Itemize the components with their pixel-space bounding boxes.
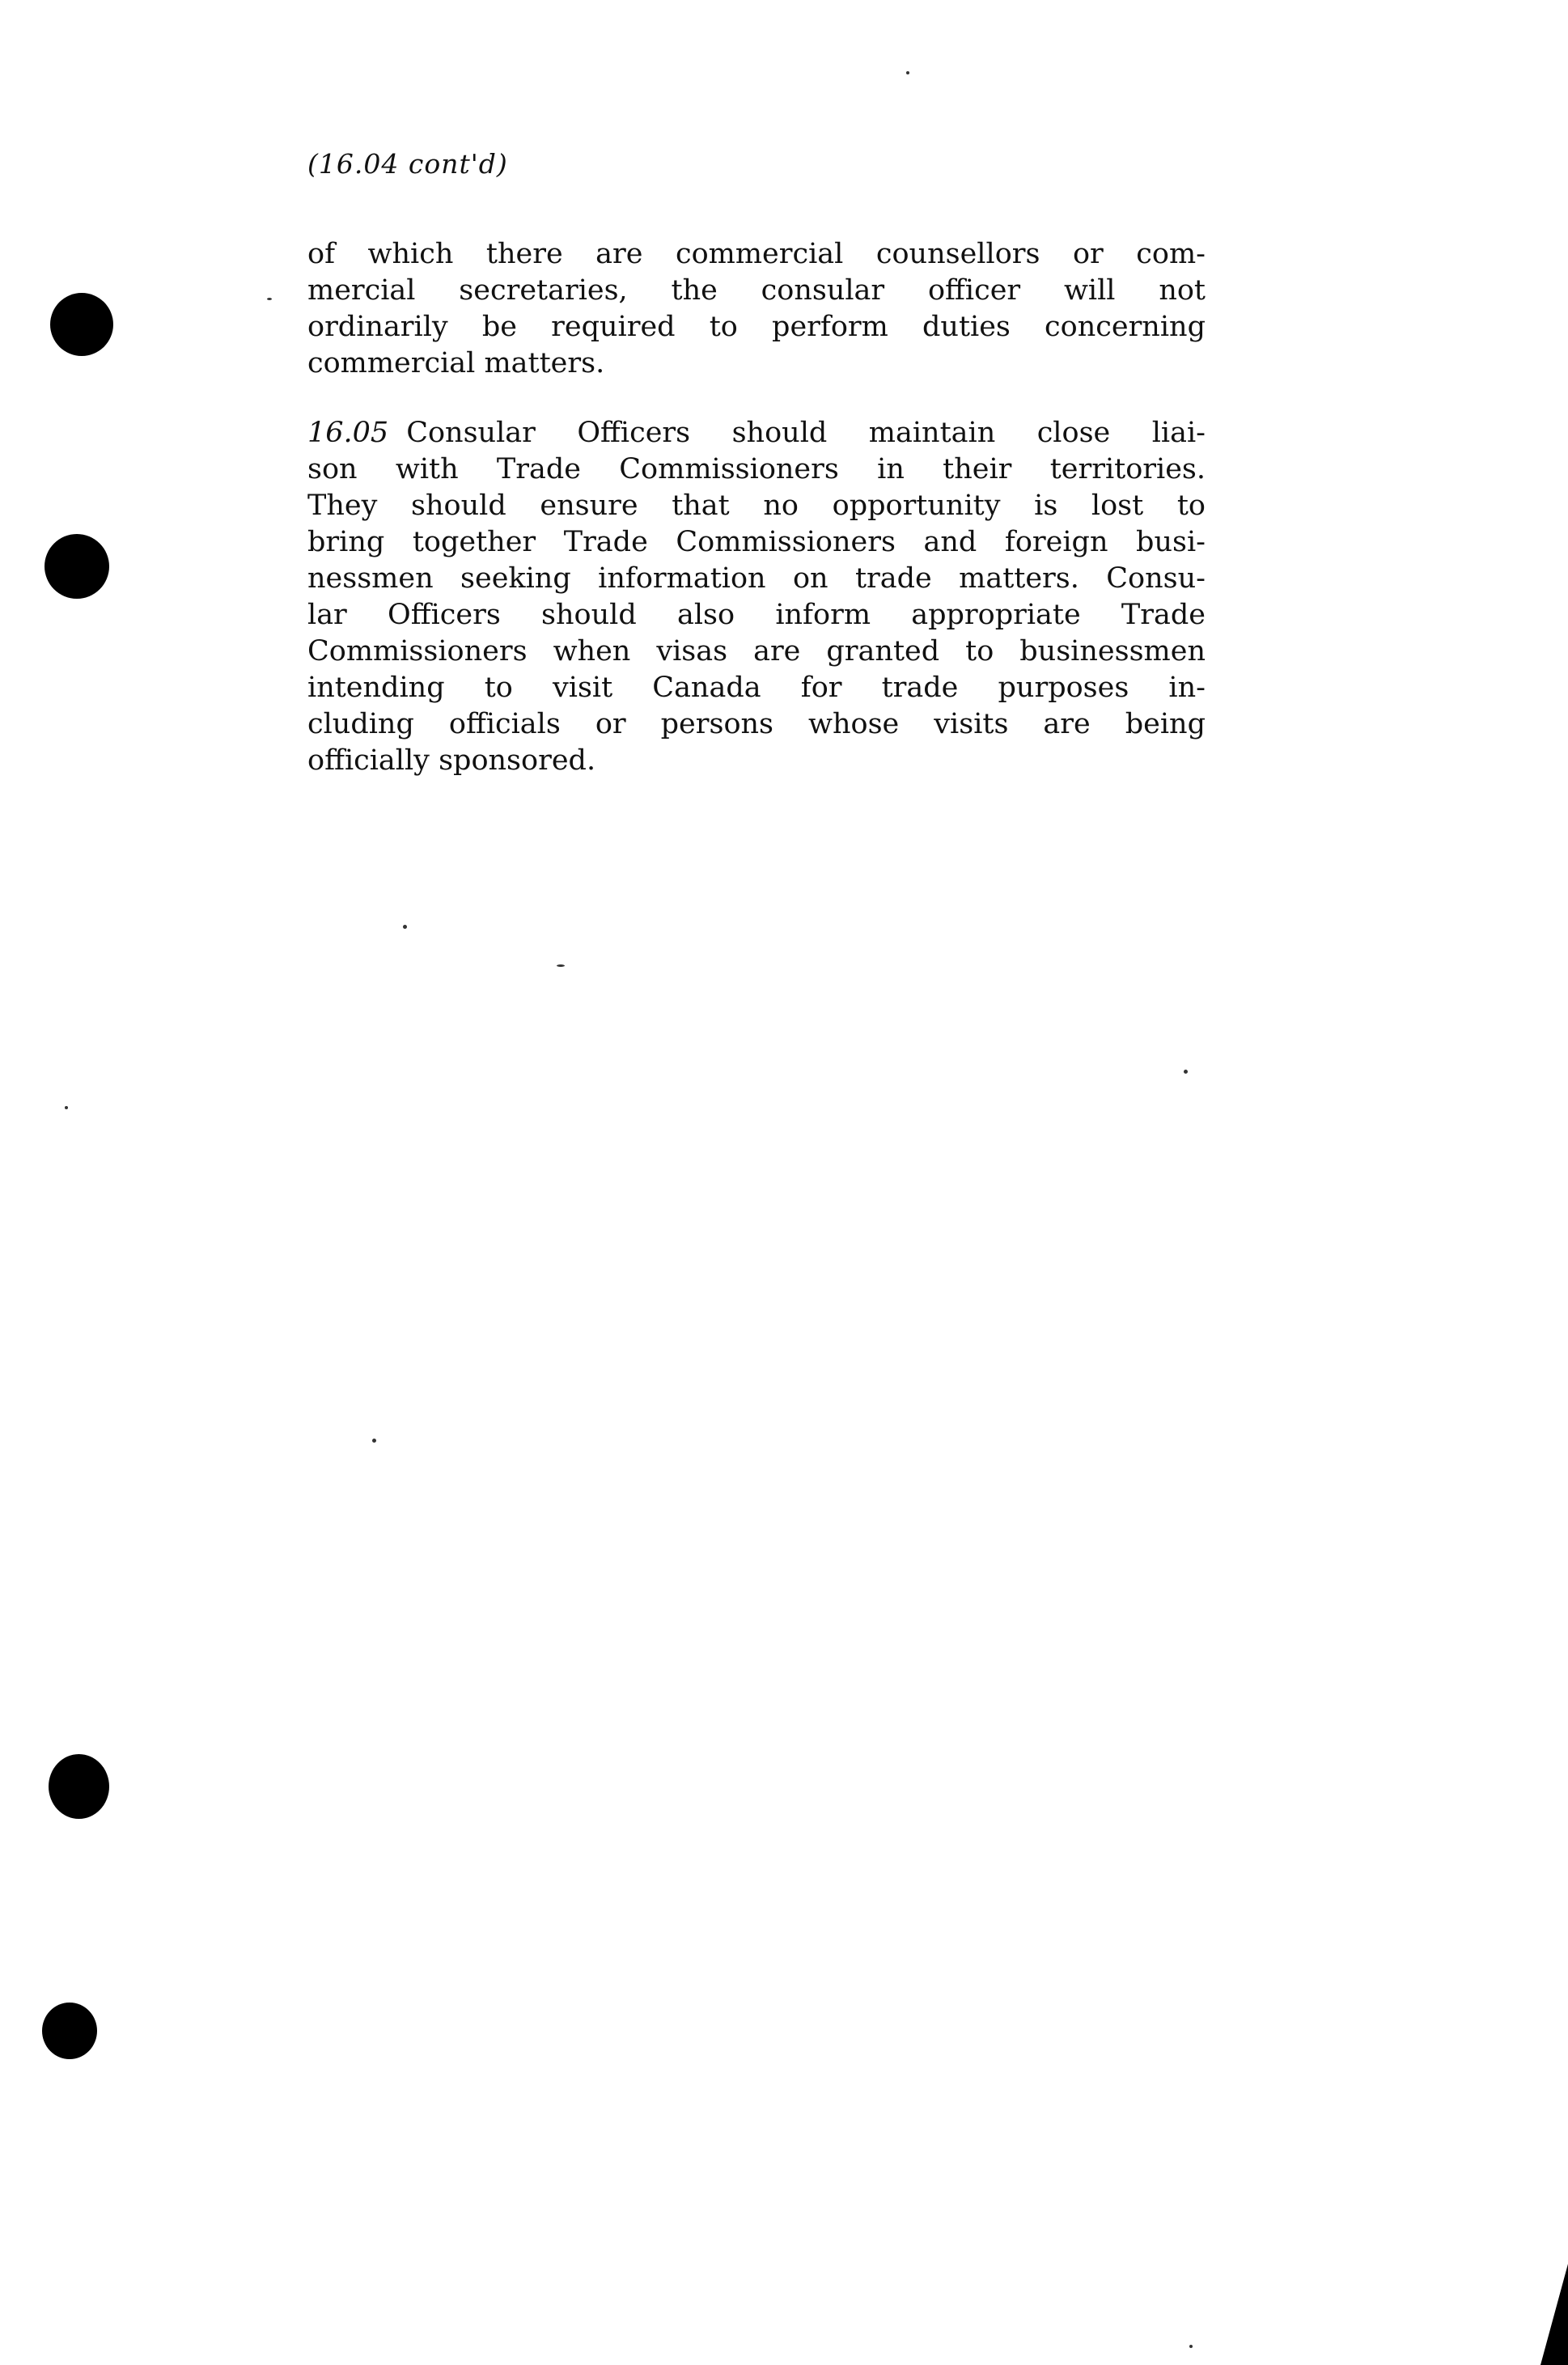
scan-speck	[267, 298, 272, 300]
paragraph-line: Commissioners when visas are granted to businessmen	[307, 635, 1206, 668]
scan-speck	[372, 1439, 376, 1443]
scan-speck	[557, 964, 565, 967]
punch-hole	[50, 293, 113, 356]
paragraph-line-text: Consular Officers should maintain close liai-	[406, 417, 1206, 449]
scan-speck	[65, 1106, 68, 1109]
paragraph-line: son with Trade Commissioners in their territories.	[307, 453, 1206, 485]
punch-hole	[49, 1754, 109, 1819]
paragraph-line-first	[307, 415, 1206, 451]
paragraph-line: officially sponsored.	[307, 744, 596, 777]
paragraph-line: ordinarily be required to perform duties concerning	[307, 311, 1206, 343]
scan-speck	[1184, 1070, 1188, 1074]
paragraph-line: bring together Trade Commissioners and foreign busi-	[307, 526, 1206, 558]
continuation-header: (16.04 cont'd)	[307, 148, 508, 180]
punch-hole	[44, 534, 109, 599]
corner-mark	[1540, 2264, 1568, 2365]
paragraph-line: of which there are commercial counsellors or com-	[307, 238, 1206, 270]
paragraph-line: nessmen seeking information on trade matters. Consu-	[307, 562, 1206, 595]
paragraph-continued	[307, 236, 1206, 382]
paragraph-line: mercial secretaries, the consular officer will not	[307, 274, 1206, 307]
paragraph-line: They should ensure that no opportunity is lost to	[307, 490, 1206, 522]
paragraph-line: cluding officials or persons whose visits are being	[307, 708, 1206, 740]
paragraph-line: intending to visit Canada for trade purposes in-	[307, 672, 1206, 704]
paragraph-line: lar Officers should also inform appropriate Trade	[307, 599, 1206, 631]
paragraph-line: commercial matters.	[307, 347, 605, 379]
section-number: 16.05	[307, 417, 389, 449]
scan-speck	[403, 925, 407, 929]
scan-speck	[1189, 2345, 1193, 2348]
punch-hole	[42, 2003, 97, 2059]
scan-speck	[906, 71, 909, 74]
paragraph-16-05	[307, 415, 1206, 779]
